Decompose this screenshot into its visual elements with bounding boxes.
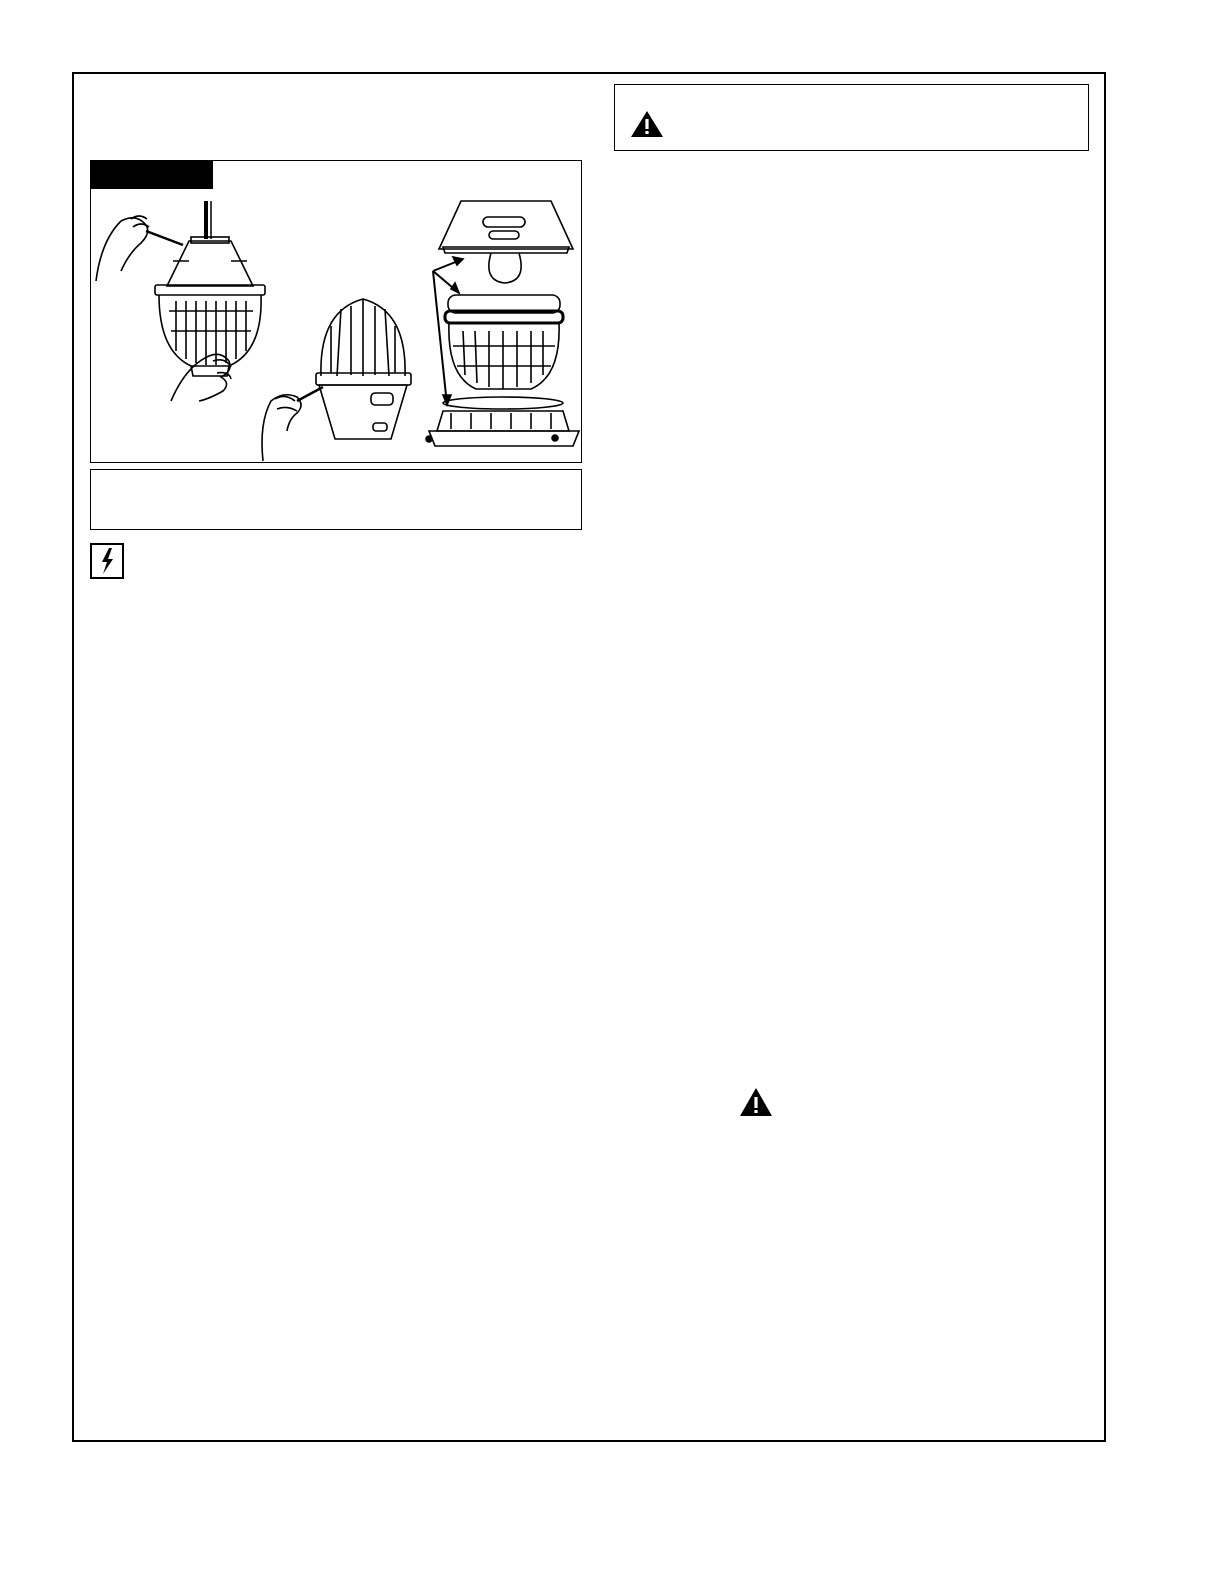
inverted-fixture-drawing (262, 299, 411, 461)
warning-triangle-icon (738, 1086, 774, 1118)
hanging-fixture-drawing (96, 201, 265, 401)
warning-triangle-icon (629, 109, 665, 139)
warning-box (614, 84, 1089, 151)
fixture-disassembly-illustration (91, 161, 582, 463)
electrical-hazard-icon (90, 543, 124, 579)
exploded-view-drawing (426, 201, 579, 446)
figure-caption-box (90, 469, 582, 530)
figure-panel (90, 160, 582, 463)
